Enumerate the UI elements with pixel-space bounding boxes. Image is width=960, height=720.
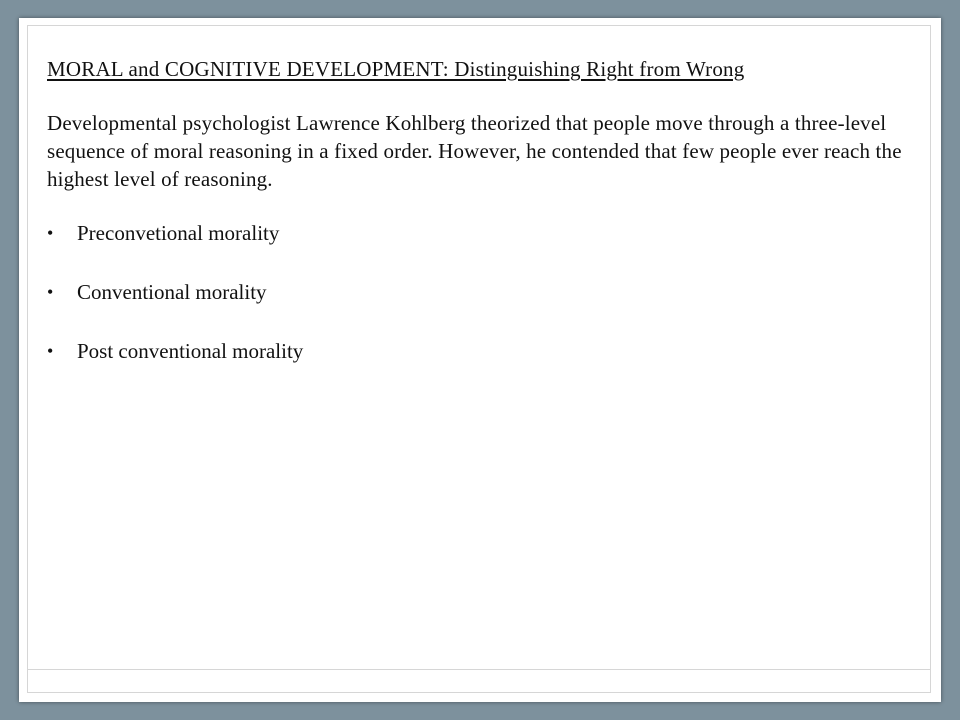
slide xyxy=(19,18,941,702)
bullet-icon: • xyxy=(47,341,54,361)
slide-footer-divider xyxy=(27,669,931,670)
bullet-text: Preconvetional morality xyxy=(77,221,280,245)
bullet-icon: • xyxy=(47,223,54,243)
bullet-item xyxy=(47,219,919,247)
bullet-item xyxy=(47,337,919,365)
bullet-text: Conventional morality xyxy=(77,280,267,304)
bullet-list xyxy=(47,219,919,365)
bullet-item xyxy=(47,278,919,306)
slide-body-text: Developmental psychologist Lawrence Kohlberg theorized that people move through a three-level sequence of moral reasoning in a fixed order. However, he contended that few people ever reach the highest level of reasoning. xyxy=(47,111,902,191)
slide-title: MORAL and COGNITIVE DEVELOPMENT: Distinguishing Right from Wrong xyxy=(47,57,745,81)
bullet-icon: • xyxy=(47,282,54,302)
bullet-text: Post conventional morality xyxy=(77,339,304,363)
slide-content xyxy=(47,56,919,396)
